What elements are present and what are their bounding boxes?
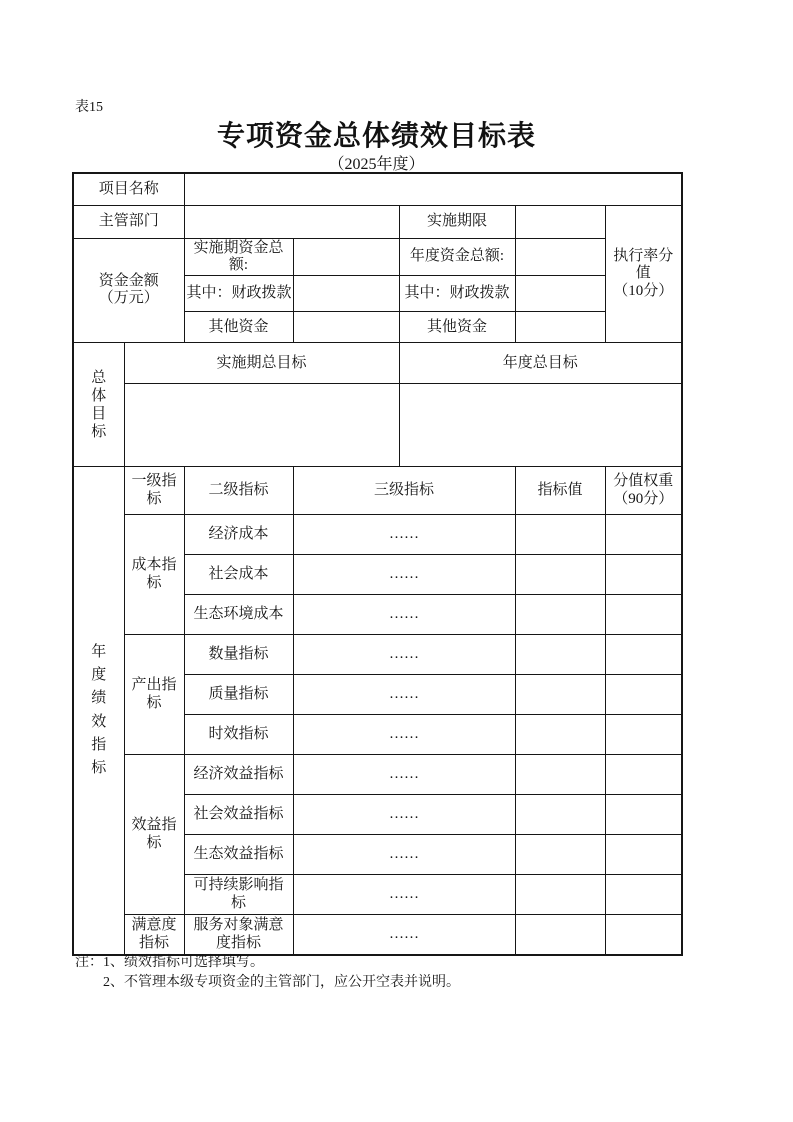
- indicator-value-cell: [515, 595, 605, 635]
- annual-goal-content-cell: [399, 384, 682, 467]
- annual-other-fund-value-cell: [515, 312, 605, 343]
- overall-goal-vertical-text: 总体目标: [91, 369, 107, 440]
- indicator-name: 服务对象满意度指标: [184, 915, 293, 955]
- fund-amount-unit-text: （万元）: [98, 290, 159, 307]
- annual-fiscal-alloc-value-cell: [515, 276, 605, 312]
- indicator-name: 数量指标: [184, 635, 293, 675]
- annual-indicators-vertical-text: 年度绩效指标: [91, 643, 107, 777]
- indicator-weight-cell: [605, 515, 682, 555]
- indicator-weight-cell: [605, 835, 682, 875]
- indicator-name: 时效指标: [184, 715, 293, 755]
- fund-amount-label-text: 资金金额: [98, 273, 159, 289]
- project-name-label: 项目名称: [73, 173, 184, 205]
- indicator-name: 经济成本: [184, 515, 293, 555]
- indicator-value-cell: [515, 635, 605, 675]
- indicator-name: 经济效益指标: [184, 755, 293, 795]
- indicator-group-label-output: 产出指标: [124, 635, 184, 755]
- impl-fiscal-alloc-value-cell: [293, 276, 399, 312]
- indicator-weight-cell: [605, 875, 682, 915]
- indicator-detail: ……: [293, 795, 515, 835]
- annual-goal-header: 年度总目标: [399, 343, 682, 384]
- indicator-detail: ……: [293, 915, 515, 955]
- indicator-weight-cell: [605, 715, 682, 755]
- dept-value-cell: [184, 205, 399, 238]
- indicator-name: 生态效益指标: [184, 835, 293, 875]
- annual-fund-total-label: 年度资金总额:: [399, 238, 515, 276]
- indicator-weight-cell: [605, 915, 682, 955]
- impl-goal-header: 实施期总目标: [124, 343, 399, 384]
- overall-goal-section-label: [73, 343, 124, 467]
- indicator-name: 质量指标: [184, 675, 293, 715]
- indicator-detail: ……: [293, 595, 515, 635]
- project-name-value-cell: [184, 173, 682, 205]
- exec-rate-score-cell: [605, 205, 682, 343]
- note-item-2: 2、不管理本级专项资金的主管部门，应公开空表并说明。: [103, 975, 460, 991]
- indicator-detail: ……: [293, 635, 515, 675]
- indicator-weight-cell: [605, 755, 682, 795]
- level3-header: 三级指标: [293, 467, 515, 515]
- indicator-value-cell: [515, 555, 605, 595]
- indicator-value-cell: [515, 675, 605, 715]
- indicator-weight-cell: [605, 795, 682, 835]
- annual-fiscal-alloc-label: 其中：财政拨款: [399, 276, 515, 312]
- indicator-weight-cell: [605, 635, 682, 675]
- indicator-name: 社会成本: [184, 555, 293, 595]
- indicator-weight-cell: [605, 675, 682, 715]
- indicator-name: 生态环境成本: [184, 595, 293, 635]
- indicator-value-cell: [515, 515, 605, 555]
- exec-rate-label: 执行率分值: [613, 247, 674, 282]
- weight-header: [605, 467, 682, 515]
- note-line-2: [103, 973, 460, 993]
- indicator-detail: ……: [293, 875, 515, 915]
- annual-indicators-section-label: [73, 467, 124, 955]
- indicator-detail: ……: [293, 755, 515, 795]
- note-item-1: 1、绩效指标可选择填写。: [103, 955, 264, 970]
- indicator-detail: ……: [293, 835, 515, 875]
- indicator-weight-cell: [605, 555, 682, 595]
- indicator-detail: ……: [293, 675, 515, 715]
- impl-period-label: 实施期限: [399, 205, 515, 238]
- indicator-weight-cell: [605, 595, 682, 635]
- indicator-value-cell: [515, 795, 605, 835]
- impl-fund-total-label: 实施期资金总额:: [184, 238, 293, 276]
- indicator-value-cell: [515, 755, 605, 795]
- dept-label: 主管部门: [73, 205, 184, 238]
- indicator-name: 社会效益指标: [184, 795, 293, 835]
- indicator-value-cell: [515, 875, 605, 915]
- impl-other-fund-value-cell: [293, 312, 399, 343]
- impl-period-value-cell: [515, 205, 605, 238]
- note-line-1: [75, 953, 460, 973]
- fund-amount-label: [73, 238, 184, 343]
- indicator-value-cell: [515, 835, 605, 875]
- indicator-detail: ……: [293, 555, 515, 595]
- indicator-value-header: 指标值: [515, 467, 605, 515]
- exec-rate-sub: （10分）: [613, 282, 674, 299]
- indicator-group-label-cost: 成本指标: [124, 515, 184, 635]
- impl-fiscal-alloc-label: 其中：财政拨款: [184, 276, 293, 312]
- page-title: 专项资金总体绩效目标表: [216, 120, 536, 151]
- level2-header: 二级指标: [184, 467, 293, 515]
- notes: [75, 953, 460, 994]
- indicator-group-label-satisfaction: 满意度指标: [124, 915, 184, 955]
- indicator-detail: ……: [293, 515, 515, 555]
- indicator-value-cell: [515, 715, 605, 755]
- annual-fund-total-value-cell: [515, 238, 605, 276]
- notes-prefix: 注：: [75, 955, 103, 970]
- page-subtitle: （2025年度）: [328, 156, 425, 173]
- impl-fund-total-value-cell: [293, 238, 399, 276]
- level1-header: 一级指标: [124, 467, 184, 515]
- annual-other-fund-label: 其他资金: [399, 312, 515, 343]
- weight-header-text: 分值权重: [613, 473, 674, 490]
- weight-header-sub: （90分）: [613, 490, 674, 507]
- table-number: 表15: [75, 100, 103, 115]
- indicator-detail: ……: [293, 715, 515, 755]
- indicator-value-cell: [515, 915, 605, 955]
- impl-goal-content-cell: [124, 384, 399, 467]
- indicator-group-label-benefit: 效益指标: [124, 755, 184, 915]
- indicator-name: 可持续影响指标: [184, 875, 293, 915]
- performance-target-table: [72, 172, 683, 956]
- impl-other-fund-label: 其他资金: [184, 312, 293, 343]
